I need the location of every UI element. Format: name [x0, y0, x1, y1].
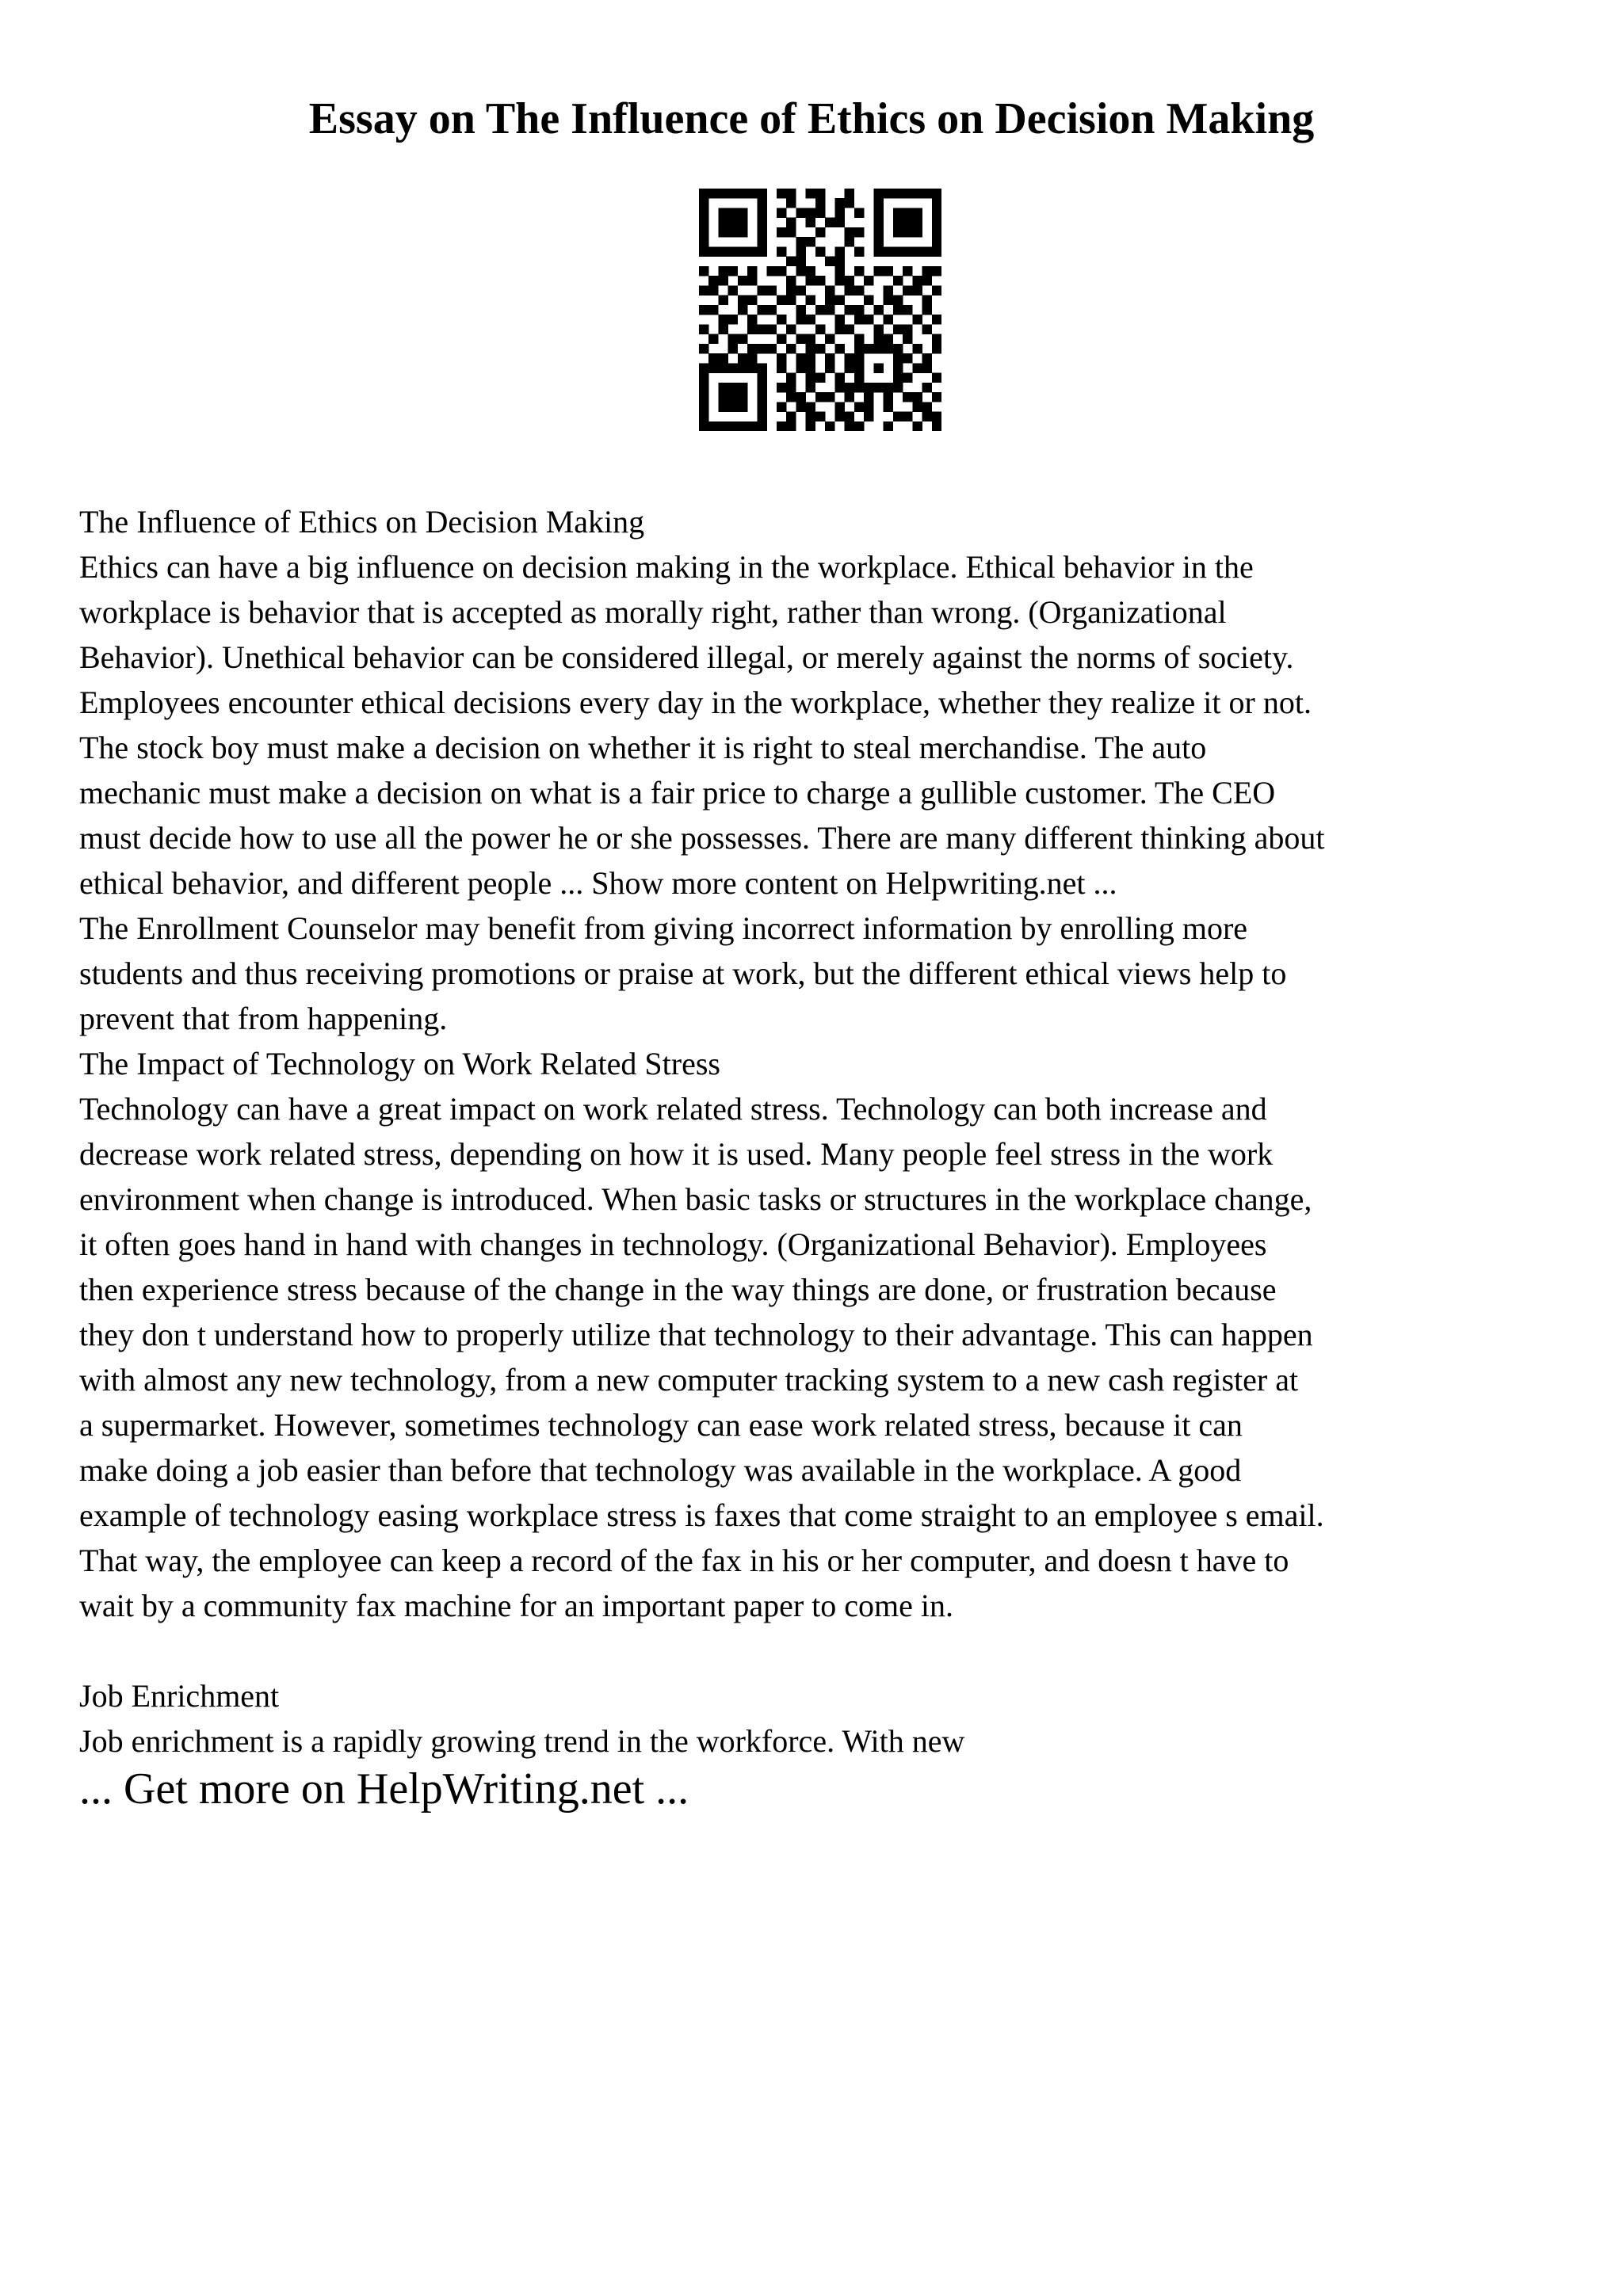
essay-line: Technology can have a great impact on work related stress. Technology can both increase and [79, 1091, 1267, 1127]
essay-line: workplace is behavior that is accepted as morally right, rather than wrong. (Organizational [79, 594, 1227, 630]
essay-line: a supermarket. However, sometimes technology can ease work related stress, because it can [79, 1407, 1243, 1443]
essay-line: ethical behavior, and different people ... Show more content on Helpwriting.net ... [79, 865, 1117, 901]
essay-line: must decide how to use all the power he or she possesses. There are many different thinking about [79, 820, 1325, 856]
essay-line: then experience stress because of the change in the way things are done, or frustration because [79, 1272, 1277, 1307]
essay-line: Behavior). Unethical behavior can be considered illegal, or merely against the norms of society. [79, 639, 1294, 675]
essay-line: That way, the employee can keep a record of the fax in his or her computer, and doesn t have to [79, 1543, 1289, 1578]
essay-line: Job Enrichment [79, 1678, 280, 1714]
essay-line: example of technology easing workplace stress is faxes that come straight to an employee s email. [79, 1497, 1324, 1533]
qr-code [699, 189, 941, 431]
essay-line: The Enrollment Counselor may benefit from giving incorrect information by enrolling more [79, 910, 1248, 946]
essay-line: The stock boy must make a decision on whether it is right to steal merchandise. The auto [79, 730, 1207, 765]
essay-line: prevent that from happening. [79, 1001, 448, 1036]
essay-line: mechanic must make a decision on what is a fair price to charge a gullible customer. The CEO [79, 775, 1276, 810]
essay-line: they don t understand how to properly utilize that technology to their advantage. This can happen [79, 1317, 1313, 1352]
essay-line: it often goes hand in hand with changes in technology. (Organizational Behavior). Employees [79, 1226, 1267, 1262]
essay-line: wait by a community fax machine for an important paper to come in. [79, 1588, 953, 1623]
essay-line: Job enrichment is a rapidly growing trend in the workforce. With new [79, 1723, 965, 1759]
qr-code-image [699, 189, 941, 431]
essay-line: students and thus receiving promotions or praise at work, but the different ethical views help to [79, 955, 1287, 991]
essay-body [79, 499, 1544, 1764]
essay-line: Employees encounter ethical decisions every day in the workplace, whether they realize it or not. [79, 685, 1312, 720]
essay-line: make doing a job easier than before that technology was available in the workplace. A good [79, 1452, 1242, 1488]
essay-line: The Impact of Technology on Work Related Stress [79, 1046, 720, 1081]
footer-get-more-text: ... Get more on HelpWriting.net ... [79, 1764, 689, 1814]
page-title: Essay on The Influence of Ethics on Decision Making [308, 94, 1315, 143]
essay-line: Ethics can have a big influence on decision making in the workplace. Ethical behavior in the [79, 549, 1254, 585]
essay-line: decrease work related stress, depending on how it is used. Many people feel stress in the work [79, 1136, 1274, 1172]
essay-line [79, 1628, 1544, 1673]
essay-line: The Influence of Ethics on Decision Making [79, 504, 645, 540]
essay-line: with almost any new technology, from a new computer tracking system to a new cash register at [79, 1362, 1299, 1398]
essay-line: environment when change is introduced. When basic tasks or structures in the workplace change, [79, 1181, 1312, 1217]
